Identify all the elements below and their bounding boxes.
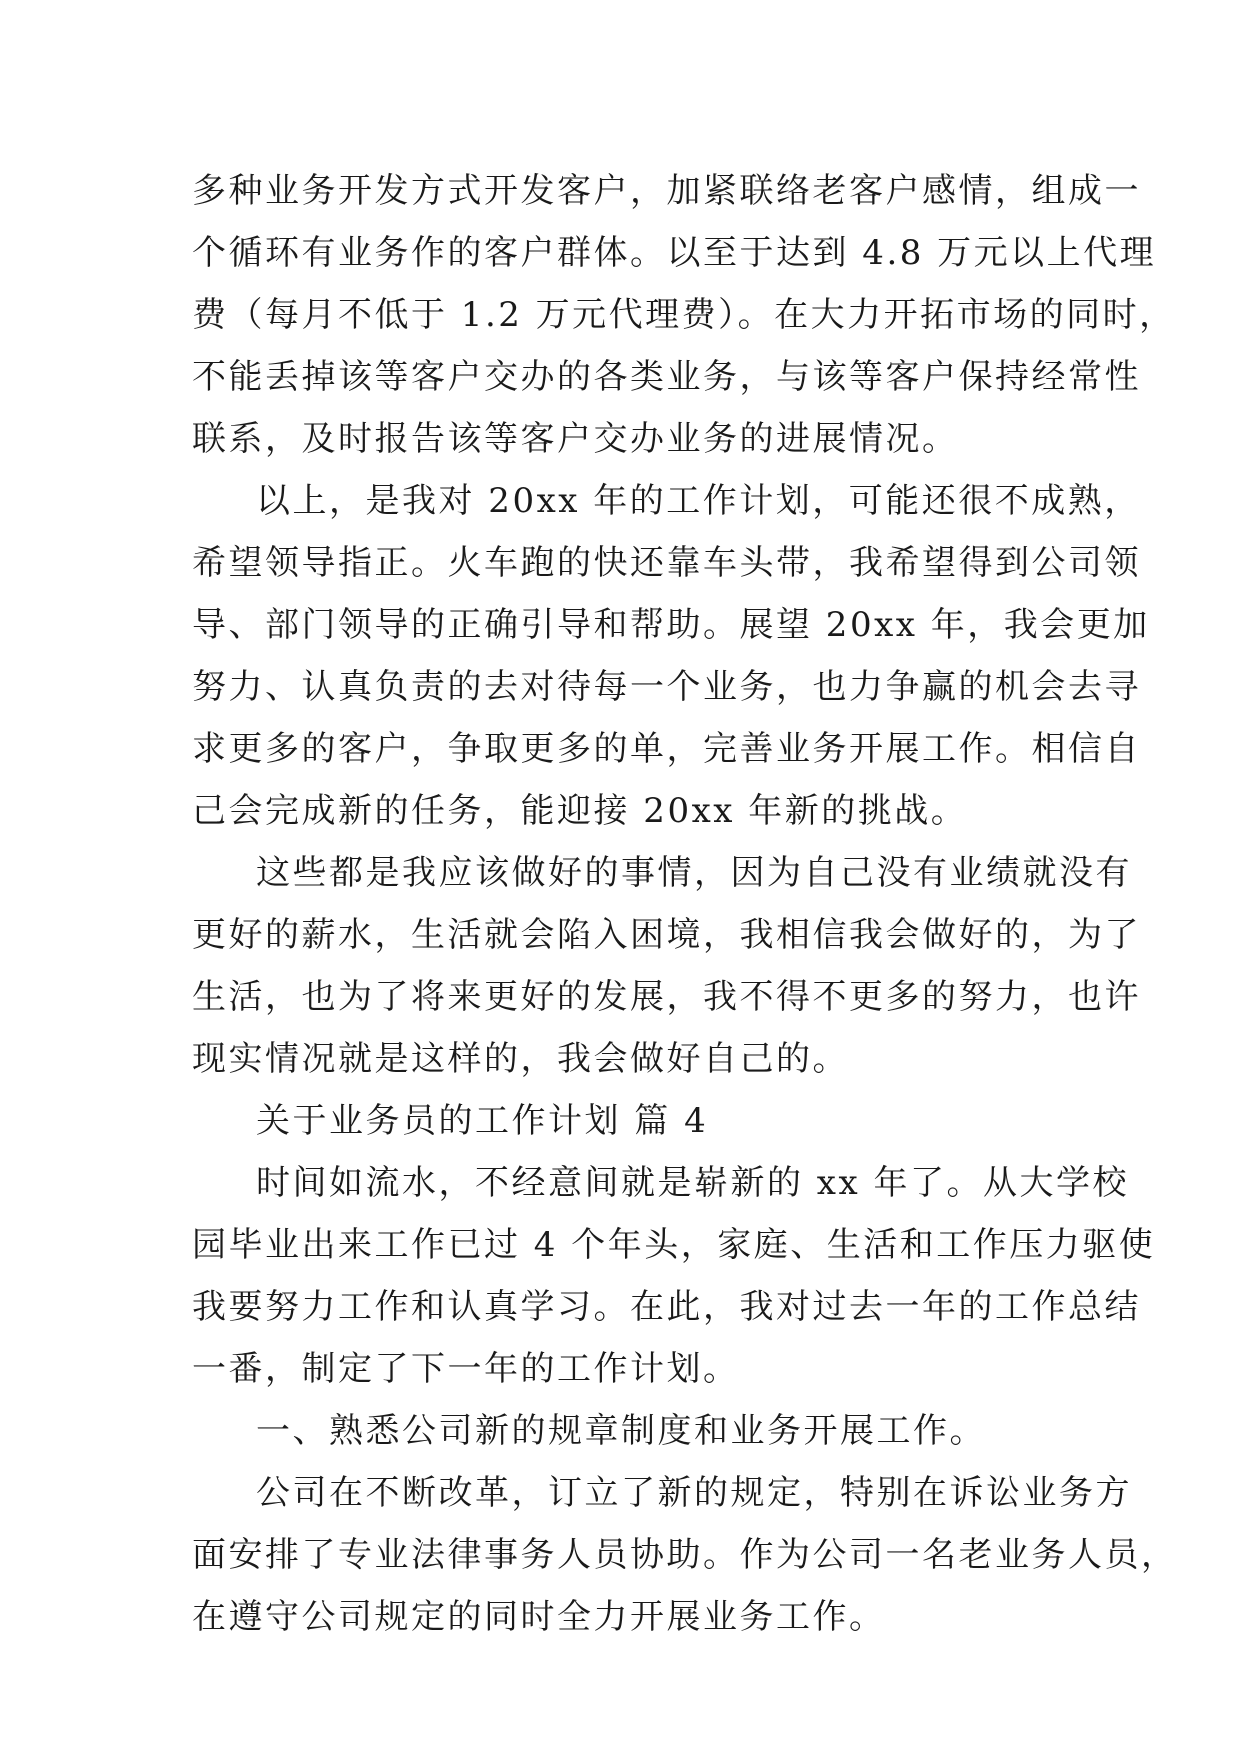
text-line: 面安排了专业法律事务人员协助。作为公司一名老业务人员， [192,1535,1178,1575]
text-line: 联系，及时报告该等客户交办业务的进展情况。 [192,419,959,459]
text-line: 多种业务开发方式开发客户，加紧联络老客户感情，组成一 [192,171,1141,211]
text-line: 我要努力工作和认真学习。在此，我对过去一年的工作总结 [192,1287,1141,1327]
text-line: 费（每月不低于 1.2 万元代理费）。在大力开拓市场的同时， [192,295,1176,335]
text-line: 生活，也为了将来更好的发展，我不得不更多的努力，也许 [192,977,1141,1017]
paragraph-start-line: 以上，是我对 20xx 年的工作计划，可能还很不成熟， [256,481,1141,521]
text-line: 更好的薪水，生活就会陷入困境，我相信我会做好的，为了 [192,915,1141,955]
text-line: 求更多的客户，争取更多的单，完善业务开展工作。相信自 [192,729,1141,769]
text-line: 己会完成新的任务，能迎接 20xx 年新的挑战。 [192,791,968,831]
text-line: 不能丢掉该等客户交办的各类业务，与该等客户保持经常性 [192,357,1141,397]
text-line: 现实情况就是这样的，我会做好自己的。 [192,1039,849,1079]
paragraph-start-line: 公司在不断改革，订立了新的规定，特别在诉讼业务方 [256,1473,1132,1513]
section-heading: 关于业务员的工作计划 篇 4 [256,1101,709,1141]
subsection-heading: 一、熟悉公司新的规章制度和业务开展工作。 [256,1411,986,1451]
text-line: 希望领导指正。火车跑的快还靠车头带，我希望得到公司领 [192,543,1141,583]
paragraph-start-line: 这些都是我应该做好的事情，因为自己没有业绩就没有 [256,853,1132,893]
paragraph-start-line: 时间如流水，不经意间就是崭新的 xx 年了。从大学校 [256,1163,1129,1203]
text-line: 在遵守公司规定的同时全力开展业务工作。 [192,1597,886,1637]
document-body [192,160,1178,1648]
text-line: 努力、认真负责的去对待每一个业务，也力争赢的机会去寻 [192,667,1141,707]
text-line: 个循环有业务作的客户群体。以至于达到 4.8 万元以上代理 [192,233,1157,273]
text-line: 导、部门领导的正确引导和帮助。展望 20xx 年，我会更加 [192,605,1150,645]
text-line: 园毕业出来工作已过 4 个年头，家庭、生活和工作压力驱使 [192,1225,1156,1265]
text-line: 一番，制定了下一年的工作计划。 [192,1349,740,1389]
